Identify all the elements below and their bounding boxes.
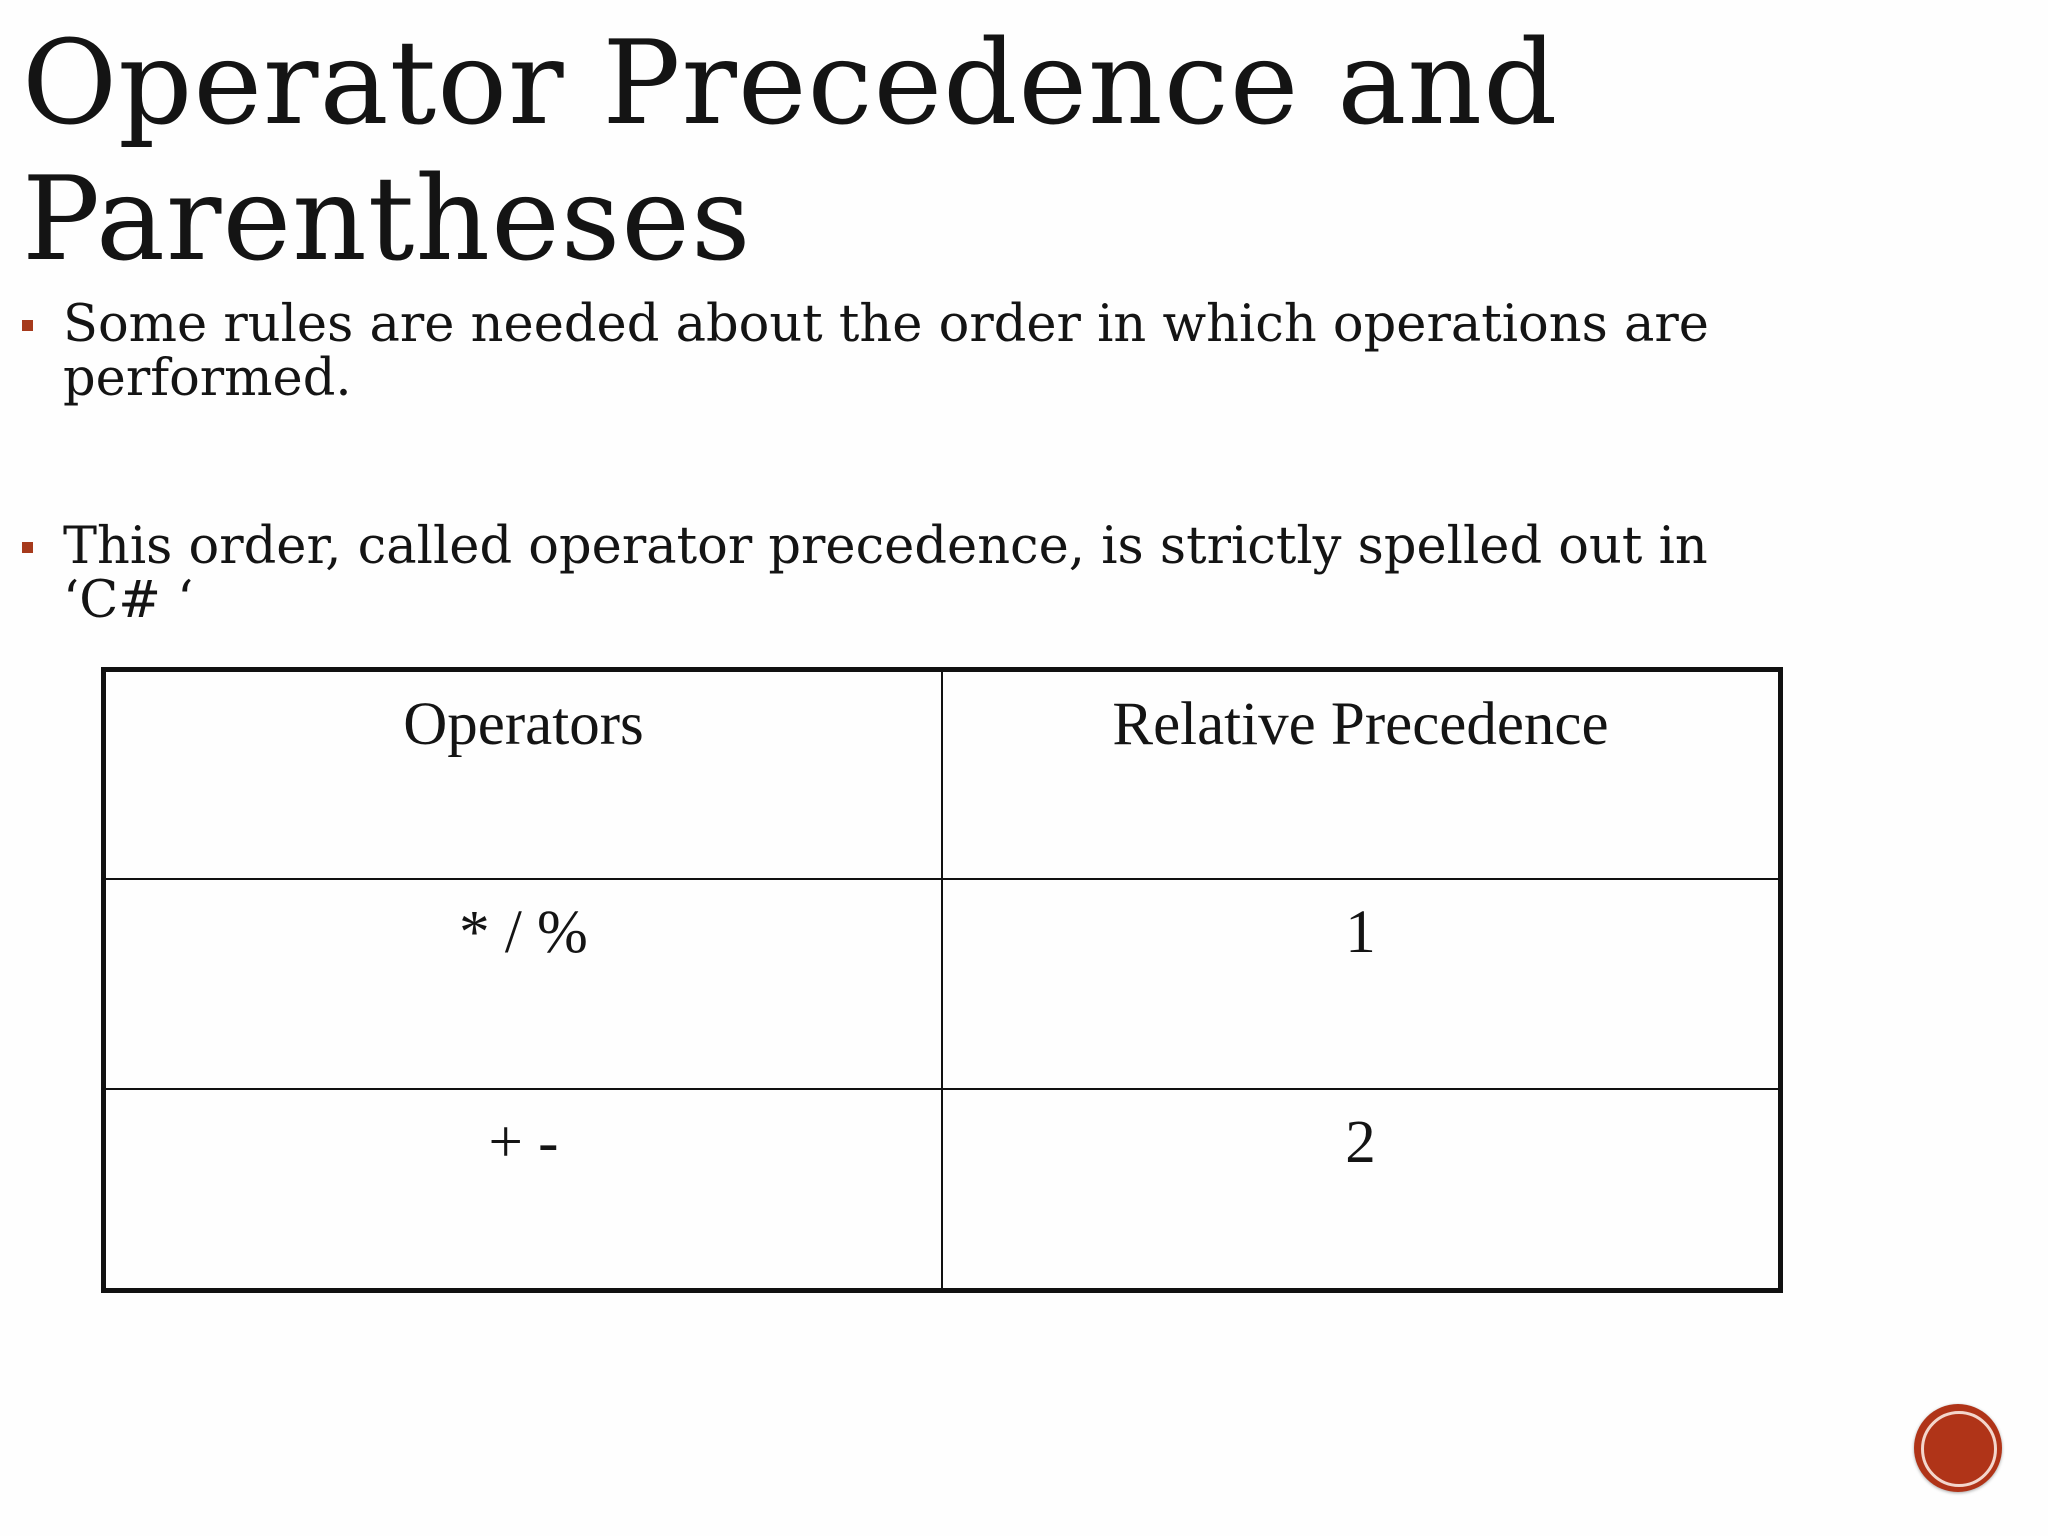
table-cell-operators: * / % <box>104 879 943 1089</box>
slide-title-line-2: Parentheses <box>22 152 752 287</box>
table-header-operators: Operators <box>104 670 943 880</box>
table-row <box>104 1089 1781 1291</box>
bullet-square-icon <box>22 542 33 553</box>
table-row <box>104 879 1781 1089</box>
bullet-item <box>22 295 1722 408</box>
table-cell-operators: + - <box>104 1089 943 1291</box>
precedence-table <box>101 667 1783 1293</box>
bullet-square-icon <box>22 320 33 331</box>
table-cell-precedence: 1 <box>942 879 1781 1089</box>
slide-title <box>22 16 1922 288</box>
table-header-row <box>104 670 1781 880</box>
bullet-item <box>22 517 1722 630</box>
bullet-text: Some rules are needed about the order in which operations are performed. <box>63 295 1709 408</box>
slide-nav-button[interactable] <box>1914 1404 2002 1492</box>
circle-nav-icon <box>1921 1411 1997 1487</box>
table-header-relative-precedence: Relative Precedence <box>942 670 1781 880</box>
table-cell-precedence: 2 <box>942 1089 1781 1291</box>
bullet-text: This order, called operator precedence, is strictly spelled out in ‘C# ‘ <box>63 517 1708 630</box>
slide-title-line-1: Operator Precedence and <box>22 16 1559 151</box>
